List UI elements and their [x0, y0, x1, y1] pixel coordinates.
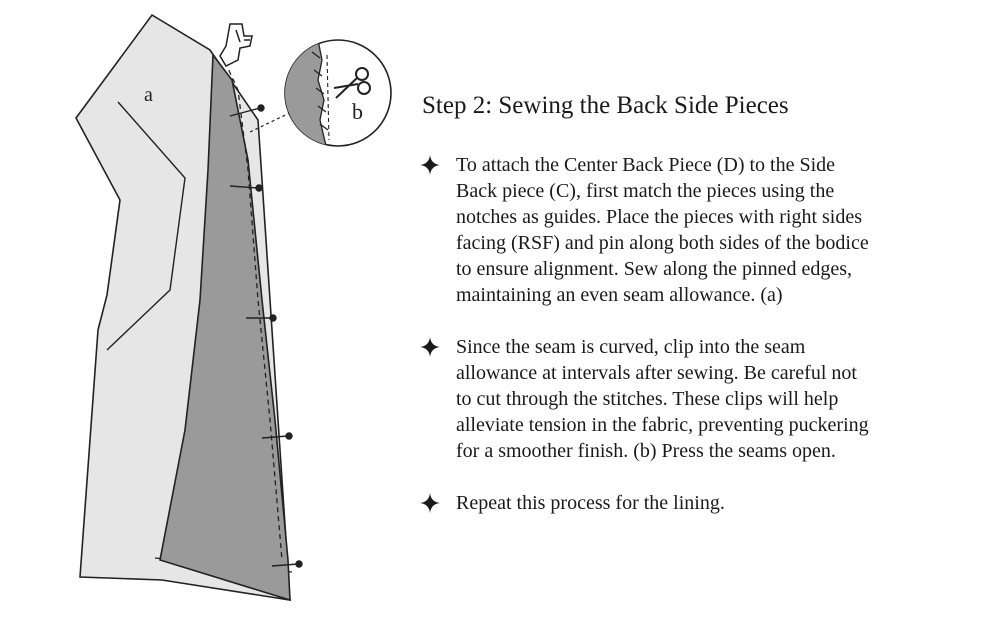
step-title: Step 2: Sewing the Back Side Pieces	[422, 92, 789, 119]
bullet-item-3	[420, 490, 980, 516]
bullet-item-1	[420, 152, 980, 308]
text-line: notches as guides. Place the pieces with right sides	[456, 206, 863, 228]
instructions-panel	[420, 92, 980, 542]
text-line: Back piece (C), first match the pieces using the	[456, 180, 835, 202]
text-line: for a smoother finish. (b) Press the seams open.	[456, 440, 836, 462]
text-line: facing (RSF) and pin along both sides of the bodice	[456, 232, 869, 254]
text-line: allowance at intervals after sewing. Be careful not	[456, 362, 857, 384]
label-a: a	[144, 84, 153, 106]
text-line: Since the seam is curved, clip into the seam	[456, 336, 806, 358]
sewing-machine-foot-icon	[220, 24, 252, 66]
four-point-star-icon	[420, 155, 440, 175]
text-line: to cut through the stitches. These clips will help	[456, 388, 839, 410]
bullet-item-2	[420, 334, 980, 464]
text-line: Repeat this process for the lining.	[456, 492, 725, 514]
detail-circle	[280, 40, 391, 146]
text-line: maintaining an even seam allowance. (a)	[456, 284, 783, 306]
four-point-star-icon	[420, 337, 440, 357]
text-line: alleviate tension in the fabric, preventing puckering	[456, 414, 869, 436]
four-point-star-icon	[420, 493, 440, 513]
bullet-text	[456, 152, 980, 308]
sewing-illustration	[0, 0, 420, 636]
text-line: to ensure alignment. Sew along the pinned edges,	[456, 258, 853, 280]
bullet-text	[456, 334, 980, 464]
label-b: b	[352, 99, 363, 124]
bullet-text	[456, 490, 980, 516]
text-line: To attach the Center Back Piece (D) to the Side	[456, 154, 836, 176]
